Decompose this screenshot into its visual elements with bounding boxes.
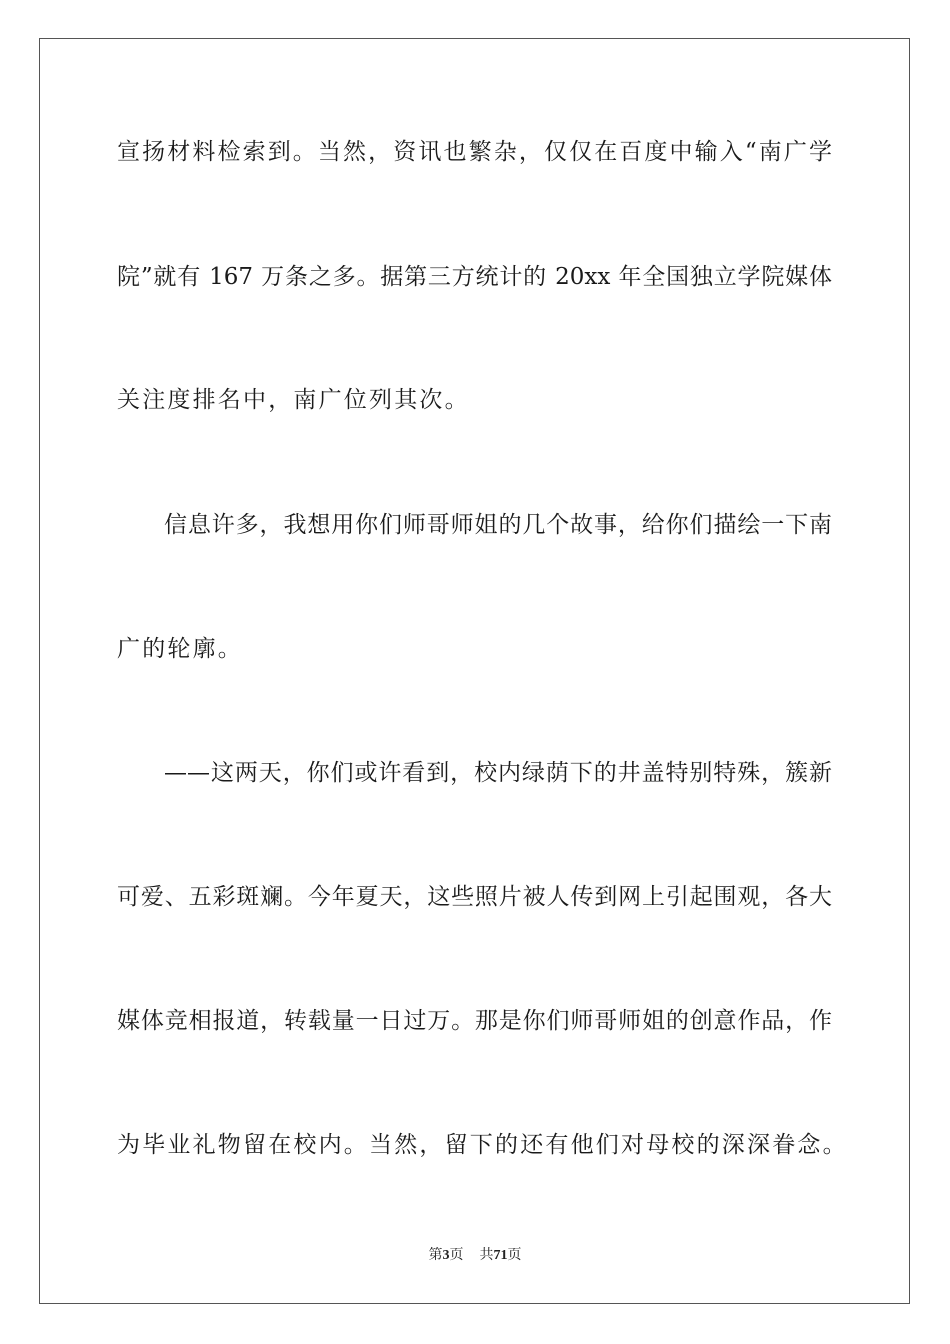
text-line-6: ——这两天，你们或许看到，校内绿荫下的井盖特别特殊，簇新 xyxy=(164,760,832,786)
text-line-1: 宣扬材料检索到。当然，资讯也繁杂，仅仅在百度中输入“南广学 xyxy=(117,139,832,165)
page-number: 3 xyxy=(442,1248,450,1263)
total-prefix: 共 xyxy=(479,1248,494,1263)
page-footer xyxy=(0,1246,950,1266)
page-border xyxy=(39,38,910,1304)
text-line-8: 媒体竞相报道，转载量一日过万。那是你们师哥师姐的创意作品，作 xyxy=(117,1008,832,1034)
page-suffix: 页 xyxy=(449,1248,464,1263)
text-line-2: 院”就有 167 万条之多。据第三方统计的 20xx 年全国独立学院媒体 xyxy=(117,264,832,290)
text-line-5: 广的轮廓。 xyxy=(117,636,243,662)
text-line-7: 可爱、五彩斑斓。今年夏天，这些照片被人传到网上引起围观，各大 xyxy=(117,884,832,910)
text-line-3: 关注度排名中，南广位列其次。 xyxy=(117,387,470,413)
text-line-9: 为毕业礼物留在校内。当然，留下的还有他们对母校的深深眷念。 xyxy=(117,1132,848,1158)
text-line-4: 信息许多，我想用你们师哥师姐的几个故事，给你们描绘一下南 xyxy=(164,512,832,538)
total-suffix: 页 xyxy=(507,1248,522,1263)
page-prefix: 第 xyxy=(428,1248,443,1263)
total-pages: 71 xyxy=(493,1248,508,1263)
